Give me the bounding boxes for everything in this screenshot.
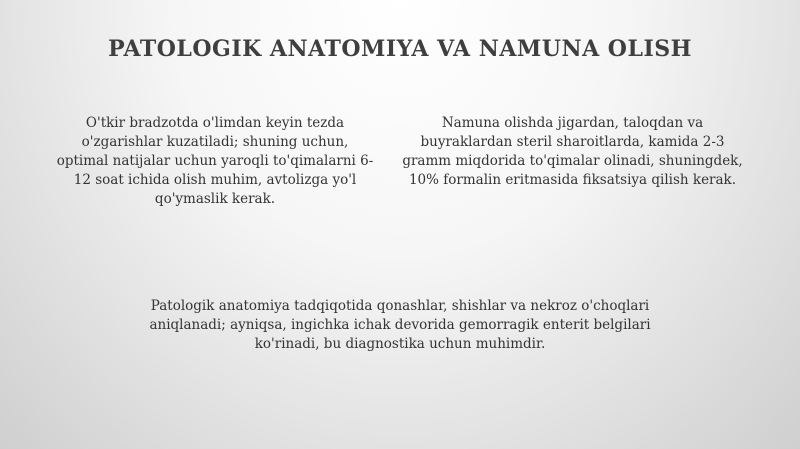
bottom-text-block: Patologik anatomiya tadqiqotida qonashlar, shishlar va nekroz o'choqlari aniqlanadi; ayniqsa, ingichka ichak devorida gemorragik enterit belgilari ko'rinadi, bu diagnostika uchun muhimdir. <box>149 298 651 352</box>
slide-title: PATOLOGIK ANATOMIYA VA NAMUNA OLISH <box>108 36 692 62</box>
right-text-block: Namuna olishda jigardan, taloqdan va buyraklardan steril sharoitlarda, kamida 2-3 gramm miqdorida to'qimalar olinadi, shuningdek, 10% formalin eritmasida fiksatsiya qilish kerak. <box>402 115 743 188</box>
left-text-block: O'tkir bradzotda o'limdan keyin tezda o'zgarishlar kuzatiladi; shuning uchun, optimal natijalar uchun yaroqli to'qimalarni 6-12 soat ichida olish muhim, avtolizga yo'l qo'ymaslik kerak. <box>56 115 374 207</box>
